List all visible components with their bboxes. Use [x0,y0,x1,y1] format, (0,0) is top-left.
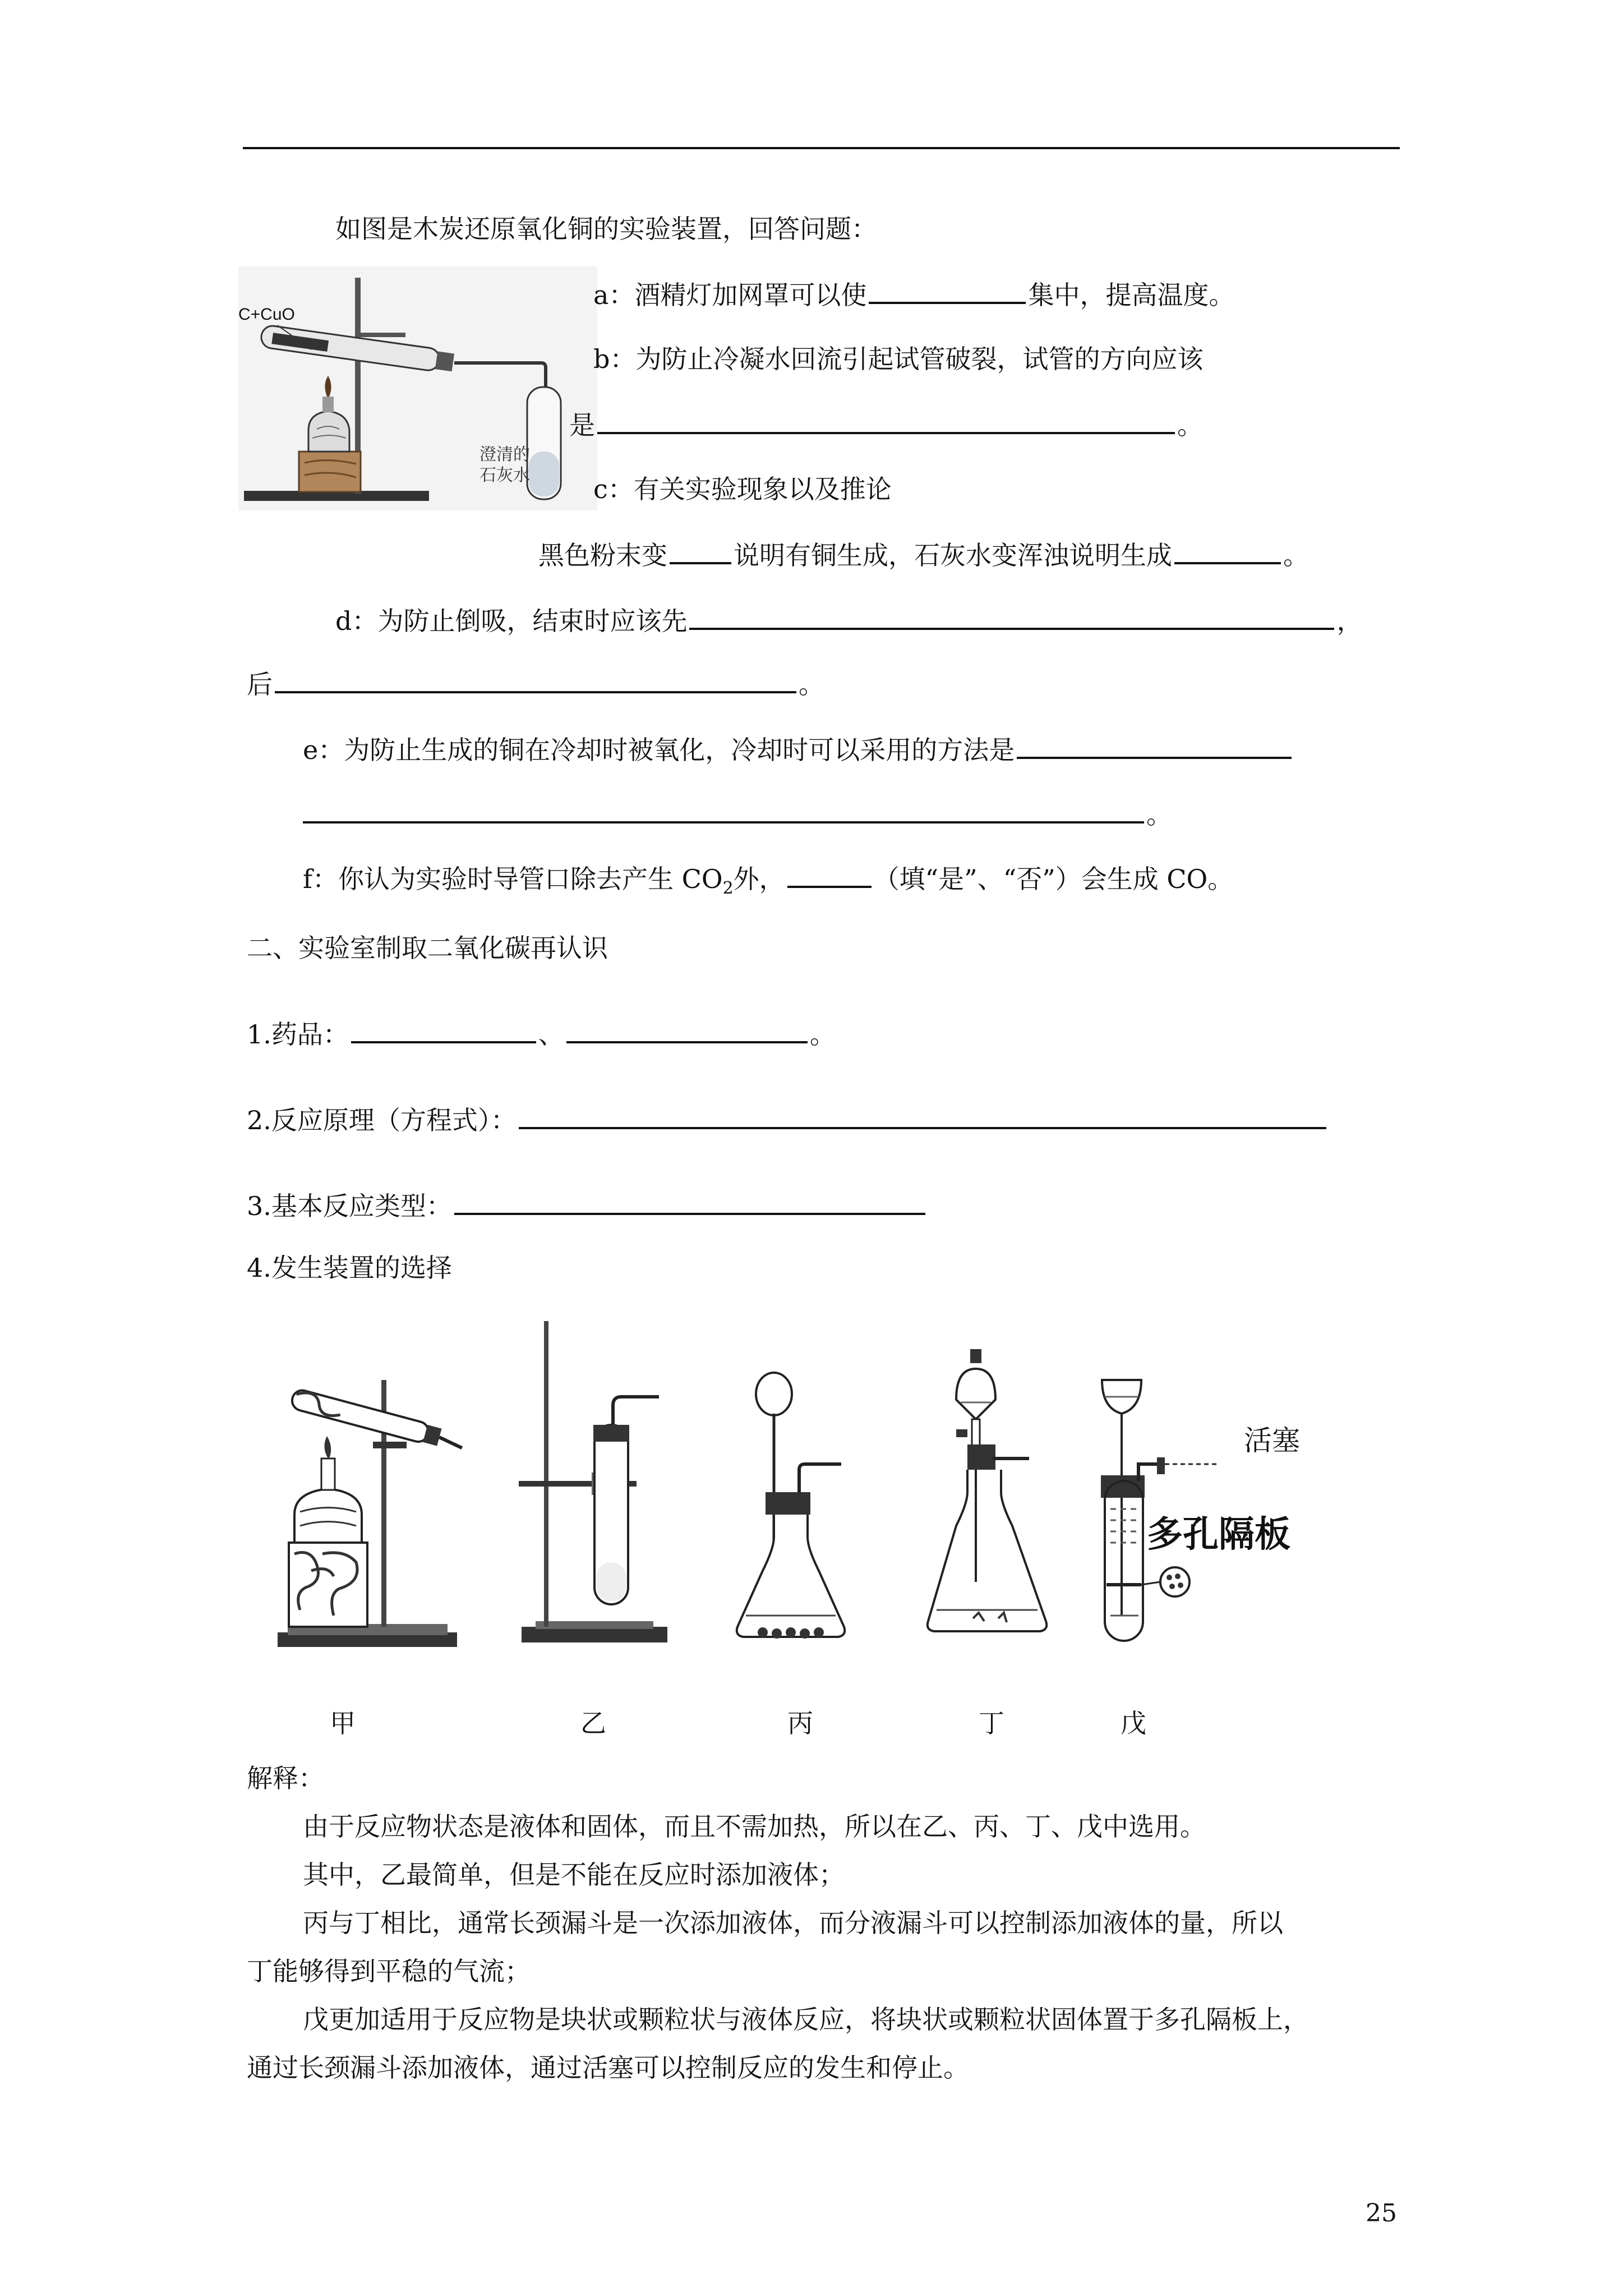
item2-equation: 2.反应原理（方程式）： [247,1102,1329,1137]
answer-blank-c2[interactable] [1174,537,1281,564]
answer-blank-equation[interactable] [519,1102,1326,1129]
label-c-cuo: C+CuO [238,305,295,324]
apparatus-label-bing: 丙 [787,1708,813,1738]
answer-blank-reaction-type[interactable] [454,1188,925,1215]
question-d: d：为防止倒吸，结束时应该先 ， [335,603,1362,638]
label-limewater-1: 澄清的 [479,445,530,464]
apparatus-label-wu: 戊 [1121,1708,1146,1738]
label-stopcock: 活塞 [1244,1425,1300,1456]
apparatus-bing-figure [729,1369,875,1649]
apparatus-yi-figure [513,1321,676,1646]
answer-blank-d2[interactable] [275,666,796,693]
question-c-line2: 黑色粉末变 说明有铜生成，石灰水变浑浊说明生成 。 [538,537,1309,572]
item4-apparatus: 4.发生装置的选择 [247,1253,452,1283]
charcoal-reduction-apparatus-figure [238,266,597,510]
question-e-line2: 。 [303,797,1172,831]
question-f: f：你认为实验时导管口除去产生 $CO_2$外， （填“是”、“否”）会生成 CO。 [303,861,1233,905]
item1-reagents: 1.药品： 、 。 [247,1016,836,1051]
question-b-line2: 是 。 [569,407,1203,442]
explain-title: 解释： [247,1763,324,1793]
header-rule [243,147,1400,149]
answer-blank-reagent2[interactable] [566,1016,808,1043]
question-a: a：酒精灯加网罩可以使 集中，提高温度。 [593,277,1234,312]
explain-line-1: 由于反应物状态是液体和固体，而且不需加热，所以在乙、丙、丁、戊中选用。 [303,1811,1206,1842]
section2-heading: 二、实验室制取二氧化碳再认识 [247,933,608,963]
explain-line-4: 丁能够得到平稳的气流； [247,1956,531,1986]
apparatus-jia-figure [278,1369,468,1649]
question-b: b：为防止冷凝水回流引起试管破裂，试管的方向应该 [593,344,1204,374]
answer-blank-a[interactable] [869,277,1026,304]
answer-blank-f[interactable] [787,861,872,888]
answer-blank-e1[interactable] [1017,732,1292,759]
question-d-line2: 后 。 [247,666,824,701]
apparatus-label-yi: 乙 [580,1708,606,1738]
answer-blank-e2[interactable] [303,797,1144,823]
explain-line-3: 丙与丁相比，通常长颈漏斗是一次添加液体，而分液漏斗可以控制添加液体的量，所以 [303,1908,1283,1938]
answer-blank-reagent1[interactable] [351,1016,536,1043]
answer-blank-b[interactable] [597,407,1175,434]
apparatus-wu-figure [1085,1369,1321,1649]
explain-line-2: 其中，乙最简单，但是不能在反应时添加液体； [303,1860,845,1890]
question-c: c：有关实验现象以及推论 [593,474,892,504]
explain-line-5: 戊更加适用于反应物是块状或颗粒状与液体反应，将块状或颗粒状固体置于多孔隔板上， [303,2004,1309,2035]
apparatus-label-jia: 甲 [330,1708,356,1738]
answer-blank-d1[interactable] [689,603,1334,630]
question-e: e：为防止生成的铜在冷却时被氧化，冷却时可以采用的方法是 [303,732,1294,767]
answer-blank-c1[interactable] [670,537,731,564]
label-limewater-2: 石灰水 [479,466,530,485]
apparatus-ding-figure [917,1346,1074,1649]
apparatus-label-ding: 丁 [979,1708,1004,1738]
item3-reaction-type: 3.基本反应类型： [247,1188,928,1223]
intro-text: 如图是木炭还原氧化铜的实验装置，回答问题： [335,214,877,244]
label-porous-plate: 多孔隔板 [1147,1514,1290,1554]
explain-line-6: 通过长颈漏斗添加液体，通过活塞可以控制反应的发生和停止。 [247,2053,969,2083]
page-number: 25 [1366,2199,1397,2228]
